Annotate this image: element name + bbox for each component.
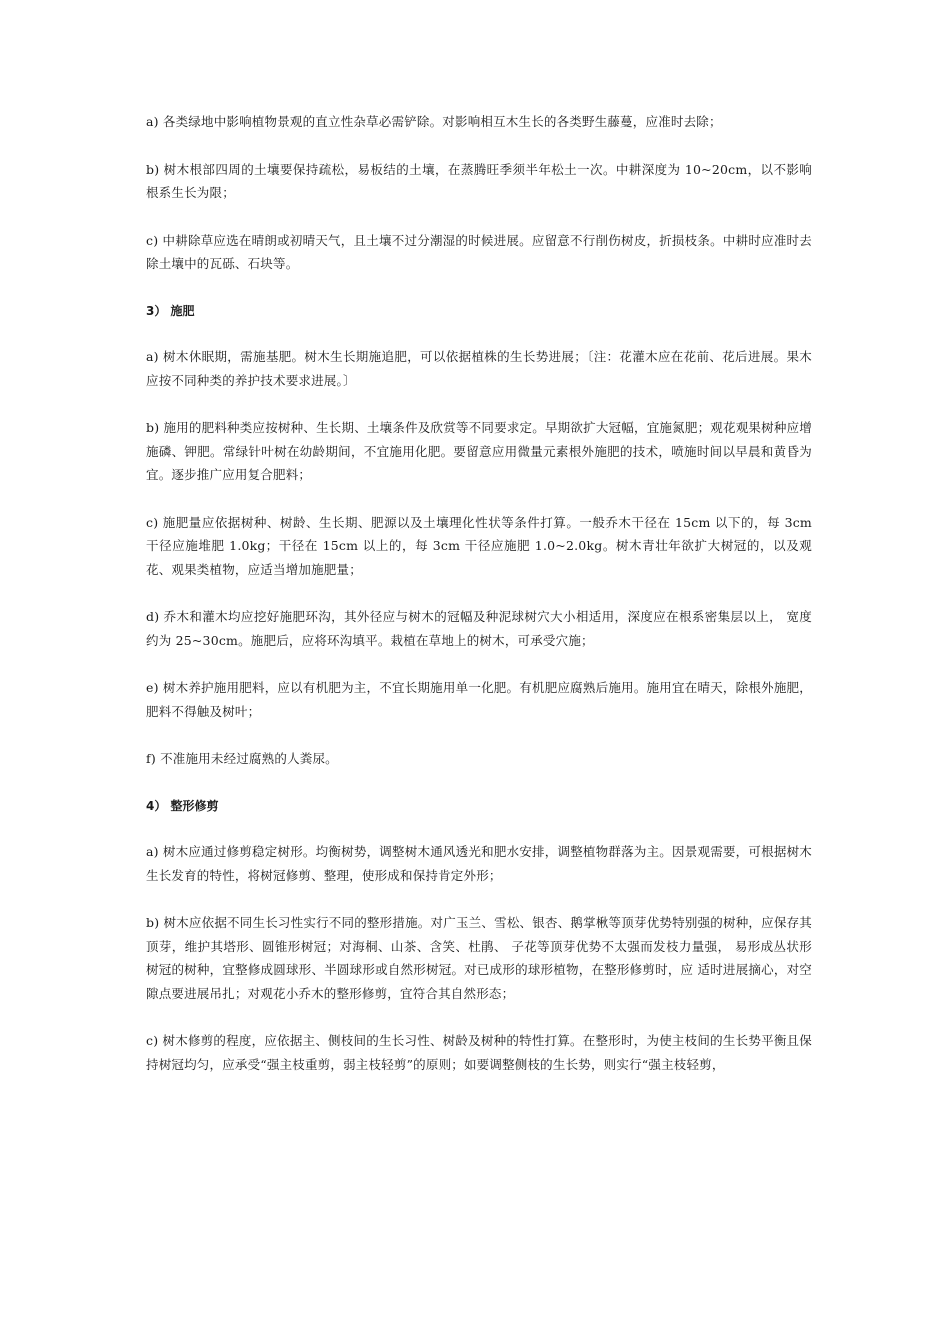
paragraph-c-pruning-degree: c) 树木修剪的程度，应依据主、侧枝间的生长习性、树龄及树种的特性打算。在整形时，为使主枝间的生长势平衡且保持树冠均匀，应承受“强主枝重剪，弱主枝轻剪”的原则；如要调整侧枝的生长势，则实行“强主枝轻剪， (146, 1033, 812, 1072)
paragraph-f-no-raw-manure: f) 不准施用未经过腐熟的人粪尿。 (146, 751, 338, 766)
section-heading-pruning: 4） 整形修剪 (146, 798, 219, 813)
paragraph-d-ring-trench: d) 乔木和灌木均应挖好施肥环沟，其外径应与树木的冠幅及种泥球树穴大小相适用，深度应在根系密集层以上， 宽度约为 25~30cm。施肥后，应将环沟填平。栽植在草地上的树木，可承受穴施； (146, 609, 812, 648)
section-heading-fertilizing: 3） 施肥 (146, 303, 195, 318)
paragraph-c-fertilizer-amount: c) 施肥量应依据树种、树龄、生长期、肥源以及土壤理化性状等条件打算。一般乔木干径在 15cm 以下的，每 3cm 干径应施堆肥 1.0kg；干径在 15cm 以上的，每 3cm 干径应施肥 1.0~2.0kg。树木青壮年欲扩大树冠的，以及观花、观果类植物，应适当增加施肥量； (146, 514, 812, 577)
paragraph-a-pruning-purpose: a) 树木应通过修剪稳定树形。均衡树势，调整树木通风透光和肥水安排，调整植物群落为主。因景观需要，可根据树木生长发育的特性，将树冠修剪、整理，使形成和保持肯定外形； (146, 844, 812, 883)
paragraph-a-weeding: a) 各类绿地中影响植物景观的直立性杂草必需铲除。对影响相互木生长的各类野生藤蔓，应准时去除； (146, 114, 722, 129)
document-page (146, 110, 812, 1076)
paragraph-c-tillage-weather: c) 中耕除草应选在晴朗或初晴天气，且土壤不过分潮湿的时候进展。应留意不行削伤树皮，折损枝条。中耕时应准时去除土壤中的瓦砾、石块等。 (146, 232, 812, 271)
paragraph-b-soil-loosening: b) 树木根部四周的土壤要保持疏松，易板结的土壤，在蒸腾旺季须半年松土一次。中耕深度为 10~20cm，以不影响根系生长为限； (146, 161, 812, 200)
paragraph-b-shaping-measures: b) 树木应依据不同生长习性实行不同的整形措施。对广玉兰、雪松、银杏、鹅掌楸等顶芽优势特别强的树种，应保存其顶芽，维护其塔形、圆锥形树冠；对海桐、山茶、含笑、杜鹃、 子花等顶芽优势不太强而发枝力量强， 易形成丛状形树冠的树种，宜整修成圆球形、半圆球形或自然形树冠。对已成形的球形植物，在整形修剪时，应 适时进展摘心，对空隙点要进展吊扎；对观花小乔木的整形修剪，宜符合其自然形态； (146, 915, 812, 1001)
paragraph-a-dormant-fertilizer: a) 树木休眠期，需施基肥。树木生长期施追肥，可以依据植株的生长势进展；〔注：花灌木应在花前、花后进展。果木应按不同种类的养护技术要求进展。〕 (146, 349, 812, 388)
paragraph-e-organic-fertilizer: e) 树木养护施用肥料，应以有机肥为主，不宜长期施用单一化肥。有机肥应腐熟后施用。施用宜在晴天，除根外施肥，肥料不得触及树叶； (146, 680, 812, 719)
paragraph-b-fertilizer-types: b) 施用的肥料种类应按树种、生长期、土壤条件及欣赏等不同要求定。早期欲扩大冠幅，宜施氮肥；观花观果树种应增施磷、钾肥。常绿针叶树在幼龄期间，不宜施用化肥。要留意应用微量元素根外施肥的技术，喷施时间以早晨和黄昏为宜。逐步推广应用复合肥料； (146, 420, 812, 482)
